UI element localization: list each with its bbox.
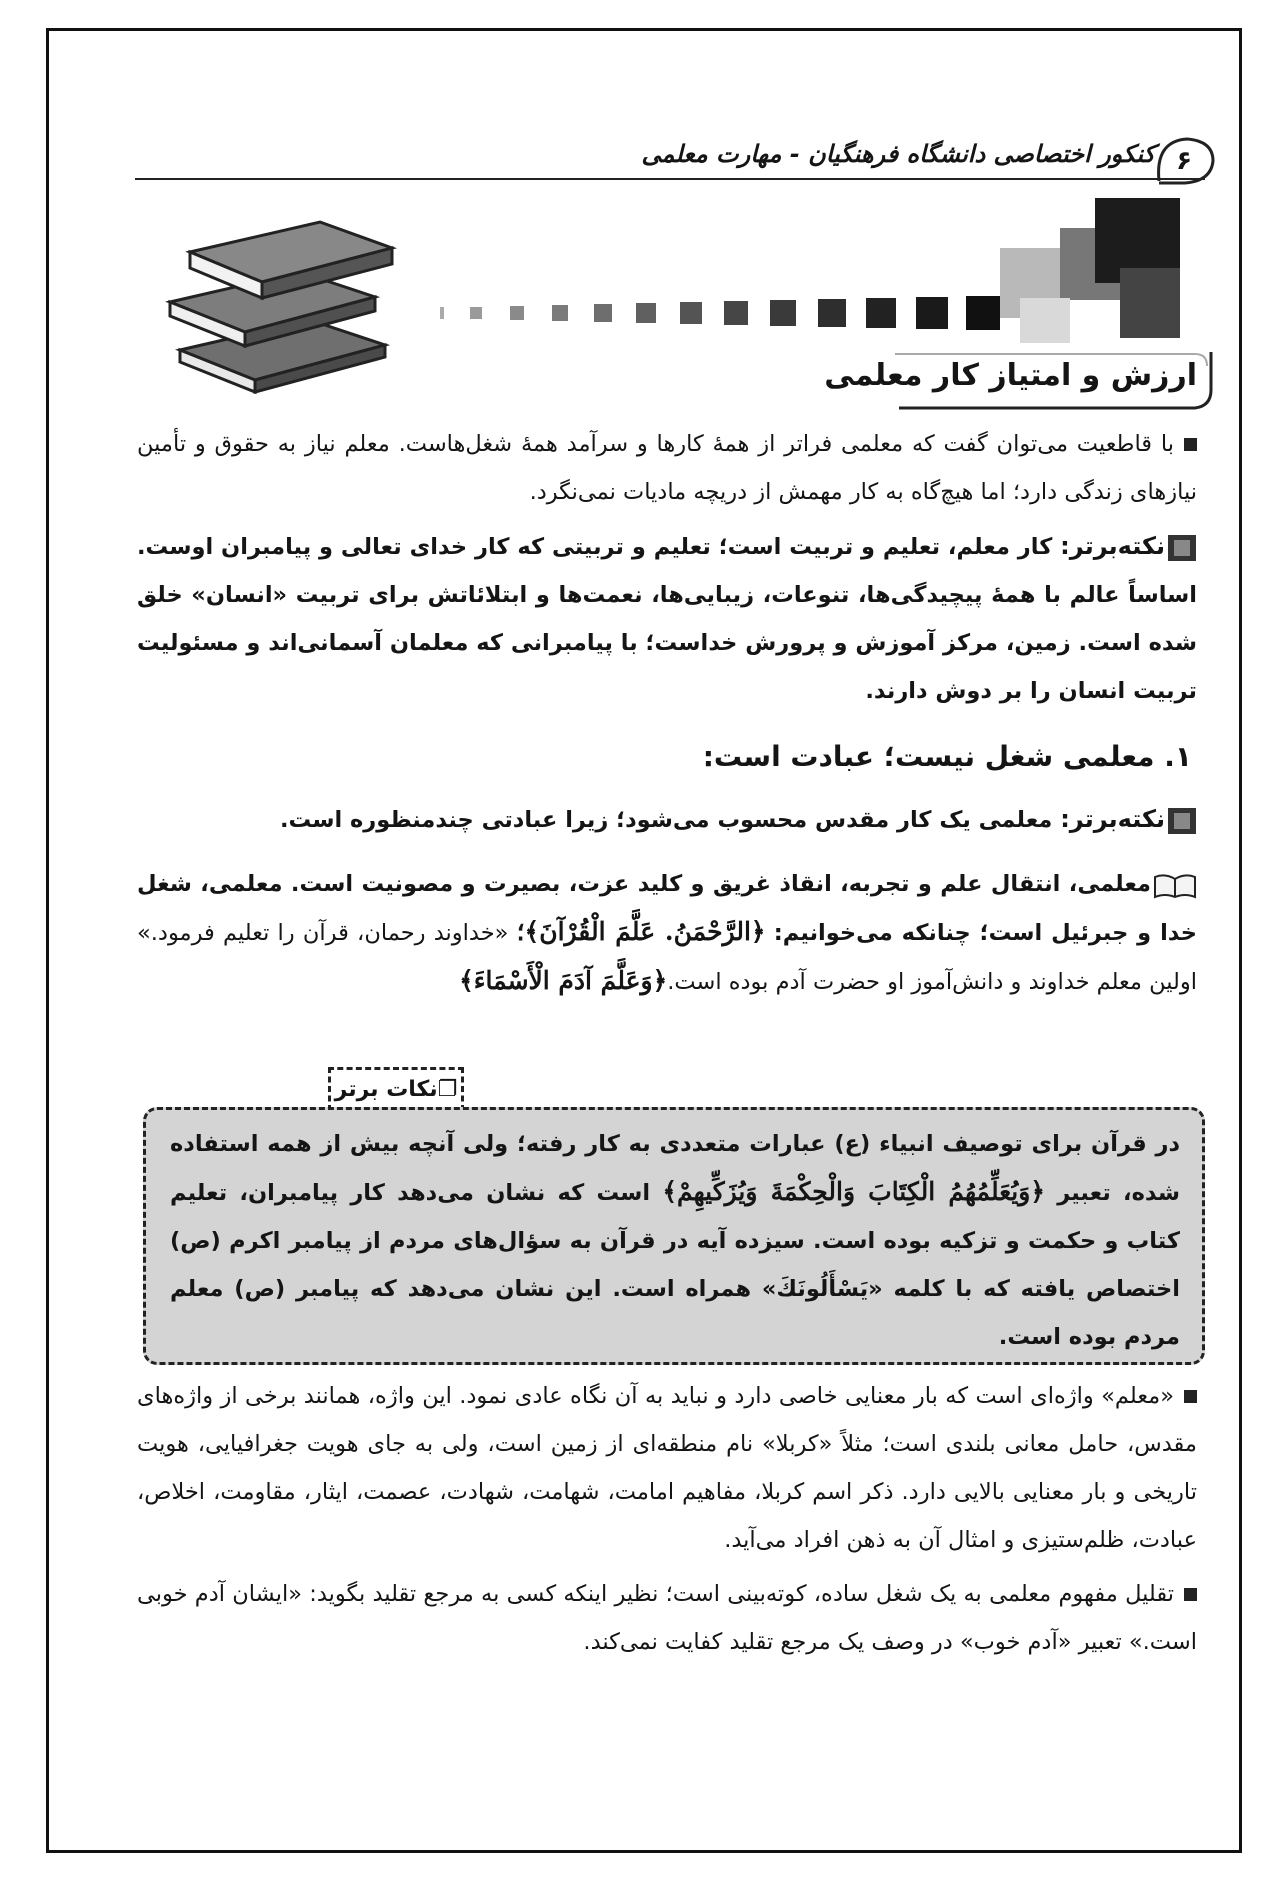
section-title-box: [824, 346, 1215, 412]
note-text: معلمی یک کار مقدس محسوب می‌شود؛ زیرا عبادتی چندمنظوره است.: [279, 807, 1053, 833]
quran-verse: ﴿وَيُعَلِّمُهُمُ الْكِتَابَ وَالْحِكْمَةَ وَيُزَكِّيهِمْ﴾: [662, 1177, 1045, 1206]
tips-text: است که نشان می‌دهد کار پیامبران، تعلیم کتاب و حکمت و تزکیه بوده است. سیزده آیه در قرآن به سؤال‌های مردم از پیامبر اکرم (ص) اختصاص یافته که با کلمه «يَسْأَلُونَكَ» همراه است. این نشان می‌دهد که پیامبر (ص) معلم مردم بوده است.: [170, 1180, 1180, 1350]
bullet-square-icon: [1184, 1390, 1197, 1403]
paragraph-intro: [137, 420, 1197, 516]
paragraph-quran: [137, 860, 1197, 1006]
heading-teaching-is-worship: ۱. معلمی شغل نیست؛ عبادت است:: [702, 740, 1192, 773]
tips-box: [143, 1107, 1205, 1365]
paragraph-text: تقلیل مفهوم معلمی به یک شغل ساده، کوته‌بینی است؛ نظیر اینکه کسی به مرجع تقلید بگوید: «ایشان آدم خوبی است.» تعبیر «آدم خوب» در وصف یک مرجع تقلید کفایت نمی‌کند.: [137, 1581, 1197, 1655]
quran-verse: ﴿الرَّحْمَنُ. عَلَّمَ الْقُرْآنَ﴾؛: [516, 917, 766, 946]
note-text: کار معلم، تعلیم و تربیت است؛ تعلیم و تربیتی که کار خدای تعالی و پیامبران اوست. اساساً عالم با همهٔ پیچیدگی‌ها، تنوعات، زیبایی‌ها، نعمت‌ها و ابتلائاتش برای تربیت «انسان» خلق شده است. زمین، مرکز آموزش و پرورش خداست؛ با پیامبرانی که معلمان آسمانی‌اند و مسئولیت تربیت انسان را بر دوش دارند.: [137, 534, 1197, 704]
copy-icon: ❐: [437, 1077, 458, 1102]
running-title: کنکور اختصاصی دانشگاه فرهنگیان - مهارت معلمی: [641, 140, 1155, 168]
note-label: نکته‌برتر:: [1060, 532, 1165, 560]
paragraph-bold-text: معلمی، انتقال علم و تجربه، انقاذ غریق و کلید عزت، بصیرت و مصونیت است. معلمی، شغل خدا و جبرئیل است؛ چنانکه می‌خوانیم:: [137, 871, 1197, 946]
tips-box-tab: [328, 1067, 464, 1111]
note-badge-icon: [1167, 534, 1197, 562]
bullet-square-icon: [1184, 1588, 1197, 1601]
decorative-squares-row: [440, 295, 1000, 331]
bullet-square-icon: [1184, 438, 1197, 451]
paragraph-text: با قاطعیت می‌توان گفت که معلمی فراتر از همهٔ کارها و سرآمد همهٔ شغل‌هاست. معلم نیاز به حقوق و تأمین نیازهای زندگی دارد؛ اما هیچ‌گاه به کار مهمش از دریچه مادیات نمی‌نگرد.: [137, 431, 1197, 505]
tips-box-text: [170, 1120, 1180, 1361]
section-title: ارزش و امتیاز کار معلمی: [824, 358, 1197, 393]
paragraph-word-meaning: [137, 1372, 1197, 1564]
note-top-2: [137, 795, 1197, 844]
decorative-squares-cluster: [1000, 198, 1190, 348]
open-book-icon: [1153, 871, 1197, 899]
paragraph-text: «خداوند رحمان، قرآن را تعلیم فرمود.» اولین معلم خداوند و دانش‌آموز او حضرت آدم بوده است.: [137, 920, 1197, 995]
tips-box-title: نکات برتر: [334, 1077, 438, 1102]
note-top-1: [137, 522, 1197, 715]
header-rule: [135, 178, 1205, 180]
books-icon: [160, 210, 400, 395]
note-label: نکته‌برتر:: [1060, 805, 1165, 833]
page-number: ۶: [1176, 146, 1192, 176]
note-badge-icon: [1167, 807, 1197, 835]
paragraph-text: «معلم» واژه‌ای است که بار معنایی خاصی دارد و نباید به آن نگاه عادی نمود. این واژه، همانند برخی از واژه‌های مقدس، حامل معانی بلندی است؛ مثلاً «کربلا» نام منطقه‌ای از زمین است، ولی به جای هویت جغرافیایی، هویت تاریخی و بار معنایی بالایی دارد. ذکر اسم کربلا، مفاهیم امامت، شهامت، شهادت، عصمت، ایثار، مقاومت، اخلاص، عبادت، ظلم‌ستیزی و امثال آن به ذهن افراد می‌آید.: [137, 1383, 1197, 1553]
quran-verse: ﴿وَعَلَّمَ آدَمَ الْأَسْمَاءَ﴾: [459, 966, 668, 995]
paragraph-reduction: [137, 1570, 1197, 1666]
tips-text: در قرآن برای توصیف انبیاء (ع) عبارات متعددی به کار رفته؛ ولی آنچه بیش از همه استفاده شده، تعبیر: [170, 1131, 1180, 1206]
